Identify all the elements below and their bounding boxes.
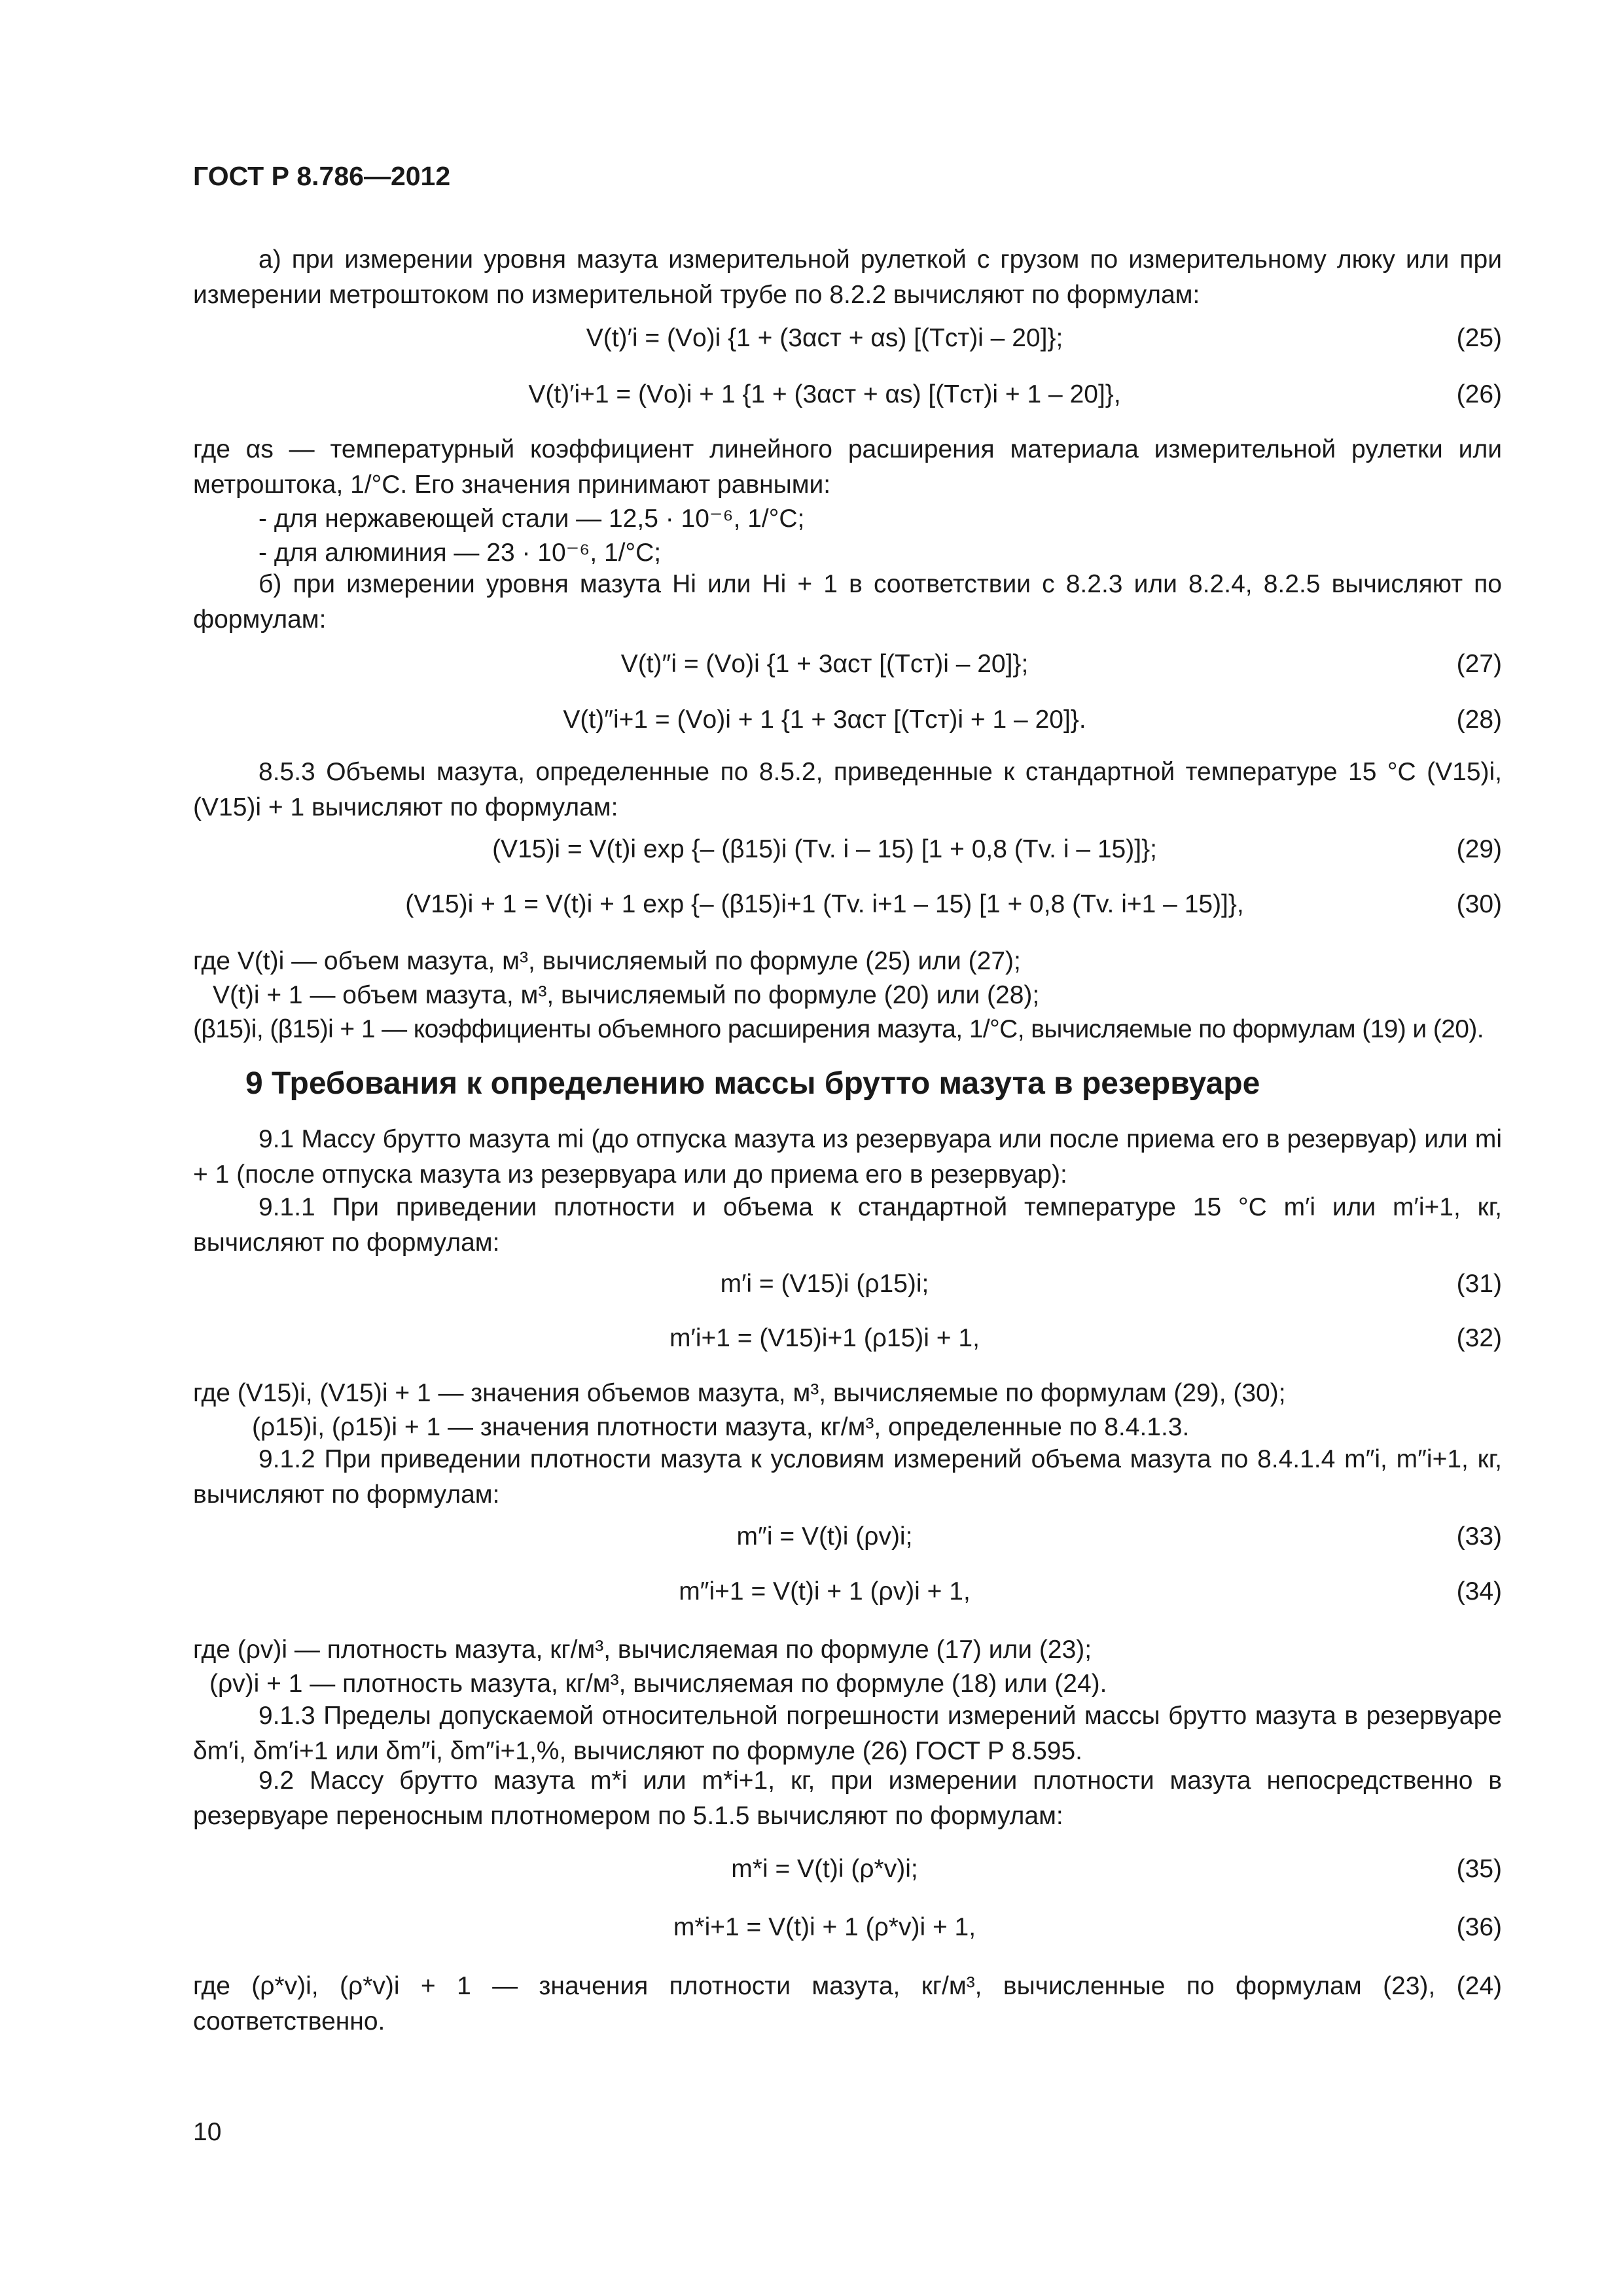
equation-28 bbox=[193, 700, 1502, 740]
equation-28-number: (28) bbox=[1456, 706, 1502, 734]
section-title: 9 Требования к определению массы брутто мазута в резервуаре bbox=[245, 1066, 1260, 1101]
equation-33-number: (33) bbox=[1456, 1522, 1502, 1551]
paragraph-9-1-3: 9.1.3 Пределы допускаемой относительной погрешности измерений массы брутто мазута в резервуаре δm′i, δm′i+1 или δm″i, δm″i+1,%, вычисляют по формуле (26) ГОСТ Р 8.595. bbox=[193, 1702, 1502, 1765]
equation-30 bbox=[193, 885, 1502, 924]
equation-35 bbox=[193, 1850, 1502, 1889]
where-vt-line-1: где V(t)i — объем мазута, м³, вычисляемый по формуле (25) или (27); bbox=[193, 947, 1021, 975]
equation-27 bbox=[193, 645, 1502, 684]
equation-25-number: (25) bbox=[1456, 324, 1502, 352]
where-vt-line-2: V(t)i + 1 — объем мазута, м³, вычисляемый по формуле (20) или (28); bbox=[213, 981, 1040, 1009]
paragraph-alpha-s: где αs — температурный коэффициент линейного расширения материала измерительной рулетки или метроштока, 1/°С. Его значения принимают равными: bbox=[193, 435, 1502, 499]
equation-34-number: (34) bbox=[1456, 1577, 1502, 1605]
equation-27-number: (27) bbox=[1456, 650, 1502, 678]
equation-33-formula: m″i = V(t)i (ρv)i; bbox=[736, 1522, 913, 1551]
equation-26-number: (26) bbox=[1456, 380, 1502, 408]
equation-28-formula: V(t)″i+1 = (Vо)i + 1 {1 + 3αст [(Tст)i + 1 – 20]}. bbox=[563, 706, 1086, 734]
where-v15-line: где (V15)i, (V15)i + 1 — значения объемов мазута, м³, вычисляемые по формулам (29), (30); bbox=[193, 1379, 1286, 1407]
equation-34 bbox=[193, 1572, 1502, 1611]
where-vt-line-3: (β15)i, (β15)i + 1 — коэффициенты объемного расширения мазута, 1/°С, вычисляемые по формулам (19) и (20). bbox=[193, 1015, 1484, 1043]
equation-27-formula: V(t)″i = (Vо)i {1 + 3αст [(Tст)i – 20]}; bbox=[620, 650, 1029, 678]
paragraph-9-1-2: 9.1.2 При приведении плотности мазута к условиям измерений объема мазута по 8.4.1.4 m″i, m″i+1, кг, вычисляют по формулам: bbox=[193, 1445, 1502, 1509]
equation-30-number: (30) bbox=[1456, 890, 1502, 918]
where-rhov-star: где (ρ*v)i, (ρ*v)i + 1 — значения плотности мазута, кг/м³, вычисленные по формулам (23), (24) соответственно. bbox=[193, 1972, 1502, 2036]
equation-32 bbox=[193, 1319, 1502, 1358]
equation-25-formula: V(t)′i = (Vо)i {1 + (3αст + αs) [(Tст)i – 20]}; bbox=[586, 324, 1063, 352]
equation-36 bbox=[193, 1908, 1502, 1947]
where-rhov-line-1: где (ρv)i — плотность мазута, кг/м³, вычисляемая по формуле (17) или (23); bbox=[193, 1636, 1092, 1664]
paragraph-9-1: 9.1 Массу брутто мазута mi (до отпуска мазута из резервуара или после приема его в резервуар) или mi + 1 (после отпуска мазута из резервуара или до приема его в резервуар): bbox=[193, 1125, 1502, 1189]
equation-36-number: (36) bbox=[1456, 1913, 1502, 1941]
list-item-aluminium: - для алюминия — 23 · 10⁻⁶, 1/°С; bbox=[259, 539, 662, 567]
paragraph-b: б) при измерении уровня мазута Hi или Hi + 1 в соответствии с 8.2.3 или 8.2.4, 8.2.5 вычисляют по формулам: bbox=[193, 570, 1502, 634]
equation-32-formula: m′i+1 = (V15)i+1 (ρ15)i + 1, bbox=[669, 1324, 980, 1352]
equation-35-number: (35) bbox=[1456, 1855, 1502, 1883]
document-page bbox=[193, 0, 1502, 2296]
equation-33 bbox=[193, 1517, 1502, 1556]
equation-31 bbox=[193, 1265, 1502, 1304]
equation-29-number: (29) bbox=[1456, 835, 1502, 863]
equation-29-formula: (V15)i = V(t)i exp {– (β15)i (Tv. i – 15) [1 + 0,8 (Tv. i – 15)]}; bbox=[492, 835, 1157, 863]
page-number: 10 bbox=[193, 2118, 222, 2146]
paragraph-a: а) при измерении уровня мазута измерительной рулеткой с грузом по измерительному люку или при измерении метроштоком по измерительной трубе по 8.2.2 вычисляют по формулам: bbox=[193, 245, 1502, 309]
paragraph-9-1-1: 9.1.1 При приведении плотности и объема к стандартной температуре 15 °С m′i или m′i+1, кг, вычисляют по формулам: bbox=[193, 1193, 1502, 1257]
equation-30-formula: (V15)i + 1 = V(t)i + 1 exp {– (β15)i+1 (Tv. i+1 – 15) [1 + 0,8 (Tv. i+1 – 15)]}, bbox=[405, 890, 1244, 918]
where-rhov-line-2: (ρv)i + 1 — плотность мазута, кг/м³, вычисляемая по формуле (18) или (24). bbox=[209, 1670, 1107, 1698]
equation-26 bbox=[193, 375, 1502, 414]
equation-31-number: (31) bbox=[1456, 1270, 1502, 1298]
paragraph-9-2: 9.2 Массу брутто мазута m*i или m*i+1, кг, при измерении плотности мазута непосредственно в резервуаре переносным плотномером по 5.1.5 вычисляют по формулам: bbox=[193, 1767, 1502, 1830]
list-item-steel: - для нержавеющей стали — 12,5 · 10⁻⁶, 1/°С; bbox=[259, 505, 805, 533]
equation-32-number: (32) bbox=[1456, 1324, 1502, 1352]
equation-25 bbox=[193, 319, 1502, 358]
equation-26-formula: V(t)′i+1 = (Vо)i + 1 {1 + (3αст + αs) [(Tст)i + 1 – 20]}, bbox=[528, 380, 1121, 408]
equation-31-formula: m′i = (V15)i (ρ15)i; bbox=[720, 1270, 929, 1298]
paragraph-8-5-3: 8.5.3 Объемы мазута, определенные по 8.5.2, приведенные к стандартной температуре 15 °С (V15)i, (V15)i + 1 вычисляют по формулам: bbox=[193, 758, 1502, 821]
equation-36-formula: m*i+1 = V(t)i + 1 (ρ*v)i + 1, bbox=[673, 1913, 976, 1941]
equation-29 bbox=[193, 830, 1502, 869]
where-rho15-line: (ρ15)i, (ρ15)i + 1 — значения плотности мазута, кг/м³, определенные по 8.4.1.3. bbox=[252, 1413, 1190, 1441]
equation-35-formula: m*i = V(t)i (ρ*v)i; bbox=[731, 1855, 918, 1883]
document-header: ГОСТ Р 8.786—2012 bbox=[193, 161, 451, 191]
equation-34-formula: m″i+1 = V(t)i + 1 (ρv)i + 1, bbox=[679, 1577, 971, 1605]
